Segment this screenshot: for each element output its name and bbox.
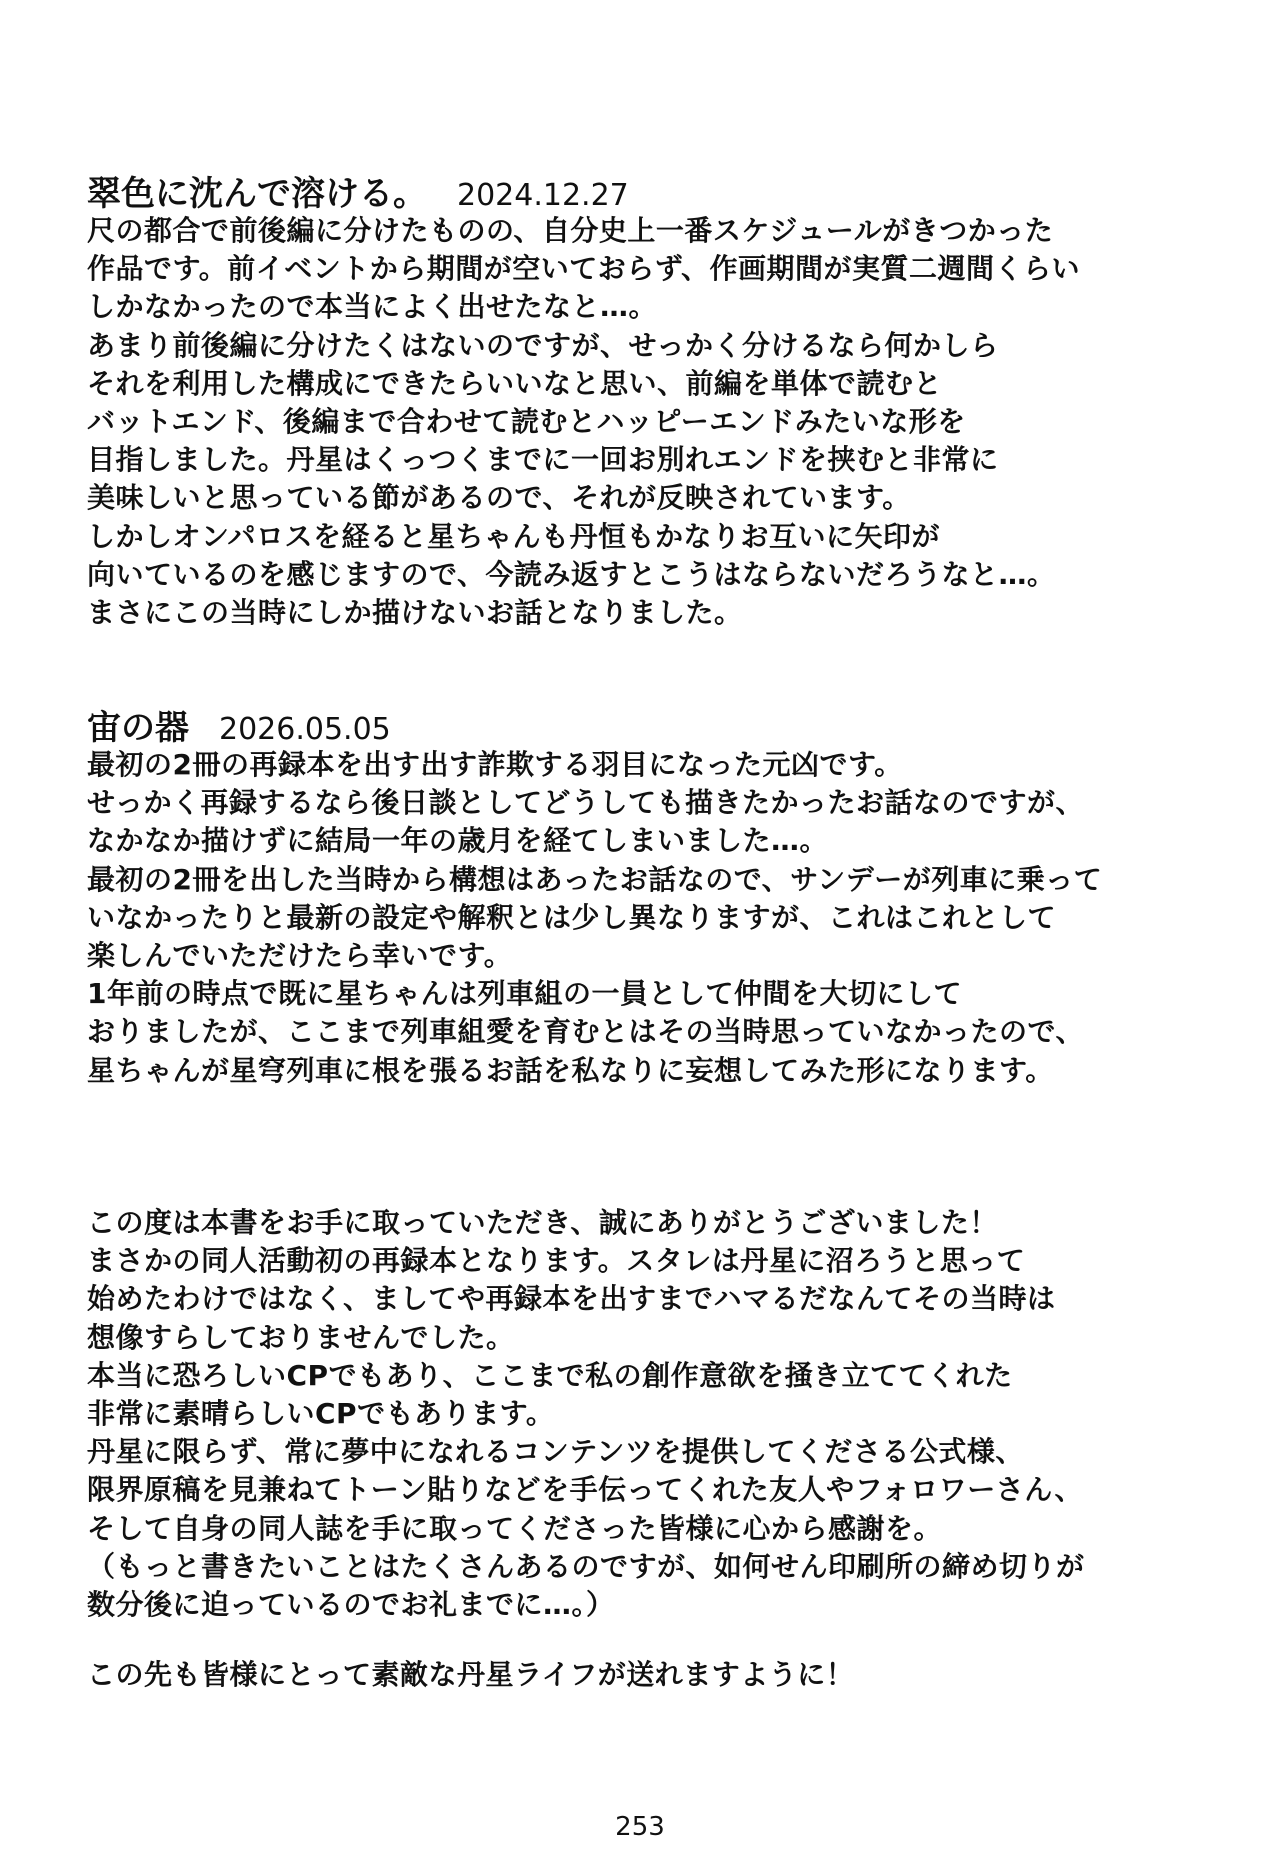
- paragraph-line: せっかく再録するなら後日談としてどうしても描きたかったお話なのですが、: [87, 786, 1084, 820]
- paragraph-line: 想像すらしておりませんでした。: [87, 1320, 515, 1354]
- page-number: 253: [615, 1812, 665, 1842]
- paragraph-line: 最初の2冊を出した当時から構想はあったお話なので、サンデーが列車に乗って: [87, 862, 1103, 896]
- paragraph-line: バットエンド、後編まで合わせて読むとハッピーエンドみたいな形を: [87, 404, 966, 438]
- paragraph-line: しかしオンパロスを経ると星ちゃんも丹恒もかなりお互いに矢印が: [87, 519, 941, 553]
- paragraph-line: 目指しました。丹星はくっつくまでに一回お別れエンドを挟むと非常に: [87, 443, 999, 477]
- section-1-title: 翠色に沈んで溶ける。: [87, 174, 427, 214]
- section-2-title: 宙の器: [87, 708, 189, 748]
- paragraph-line: 始めたわけではなく、ましてや再録本を出すまでハマるだなんてその当時は: [87, 1282, 1056, 1316]
- paragraph-line: 楽しんでいただけたら幸いです。: [87, 938, 513, 972]
- paragraph-line: 数分後に迫っているのでお礼までに…。）: [87, 1587, 615, 1621]
- paragraph-line: おりましたが、ここまで列車組愛を育むとはその当時思っていなかったので、: [87, 1015, 1084, 1049]
- paragraph-line: 尺の都合で前後編に分けたものの、自分史上一番スケジュールがきつかった: [87, 214, 1054, 247]
- paragraph-line: それを利用した構成にできたらいいなと思い、前編を単体で読むと: [87, 366, 943, 400]
- paragraph-line: 向いているのを感じますので、今読み返すとこうはならないだろうなと…。: [87, 557, 1056, 591]
- paragraph-line: そして自身の同人誌を手に取ってくださった皆様に心から感謝を。: [87, 1511, 943, 1545]
- paragraph-line: 非常に素晴らしいCPでもあります。: [87, 1396, 555, 1430]
- section-1-date: 2024.12.27: [457, 178, 629, 213]
- paragraph-line: まさかの同人活動初の再録本となります。スタレは丹星に沼ろうと思って: [87, 1244, 1026, 1278]
- paragraph-line: 最初の2冊の再録本を出す出す詐欺する羽目になった元凶です。: [87, 748, 903, 781]
- closing-line: この先も皆様にとって素敵な丹星ライフが送れますように！: [87, 1658, 855, 1691]
- paragraph-line: 本当に恐ろしいCPでもあり、ここまで私の創作意欲を掻き立ててくれた: [87, 1358, 1013, 1392]
- section-2-body: [87, 746, 1102, 1090]
- paragraph-line: あまり前後編に分けたくはないのですが、せっかく分けるなら何かしら: [87, 328, 999, 362]
- paragraph-line: （もっと書きたいことはたくさんあるのですが、如何せん印刷所の締め切りが: [87, 1549, 1085, 1583]
- paragraph-line: 星ちゃんが星穹列車に根を張るお話を私なりに妄想してみた形になります。: [87, 1053, 1054, 1087]
- paragraph-line: 美味しいと思っている節があるので、それが反映されています。: [87, 481, 911, 515]
- paragraph-line: 作品です。前イベントから期間が空いておらず、作画期間が実質二週間くらい: [87, 252, 1081, 286]
- afterword-body: [87, 1204, 1085, 1624]
- paragraph-line: この度は本書をお手に取っていただき、誠にありがとうございました！: [87, 1206, 998, 1239]
- paragraph-line: なかなか描けずに結局一年の歳月を経てしまいました…。: [87, 824, 829, 858]
- afterword-closing: [87, 1656, 854, 1694]
- section-2-date: 2026.05.05: [219, 712, 391, 747]
- paragraph-line: いなかったりと最新の設定や解釈とは少し異なりますが、これはこれとして: [87, 900, 1057, 934]
- paragraph-line: 1年前の時点で既に星ちゃんは列車組の一員として仲間を大切にして: [87, 977, 962, 1011]
- paragraph-line: 限界原稿を見兼ねてトーン貼りなどを手伝ってくれた友人やフォロワーさん、: [87, 1473, 1083, 1507]
- paragraph-line: 丹星に限らず、常に夢中になれるコンテンツを提供してくださる公式様、: [87, 1435, 1024, 1469]
- paragraph-line: まさにこの当時にしか描けないお話となりました。: [87, 595, 743, 629]
- paragraph-line: しかなかったので本当によく出せたなと…。: [87, 290, 658, 324]
- section-1-body: [87, 212, 1080, 632]
